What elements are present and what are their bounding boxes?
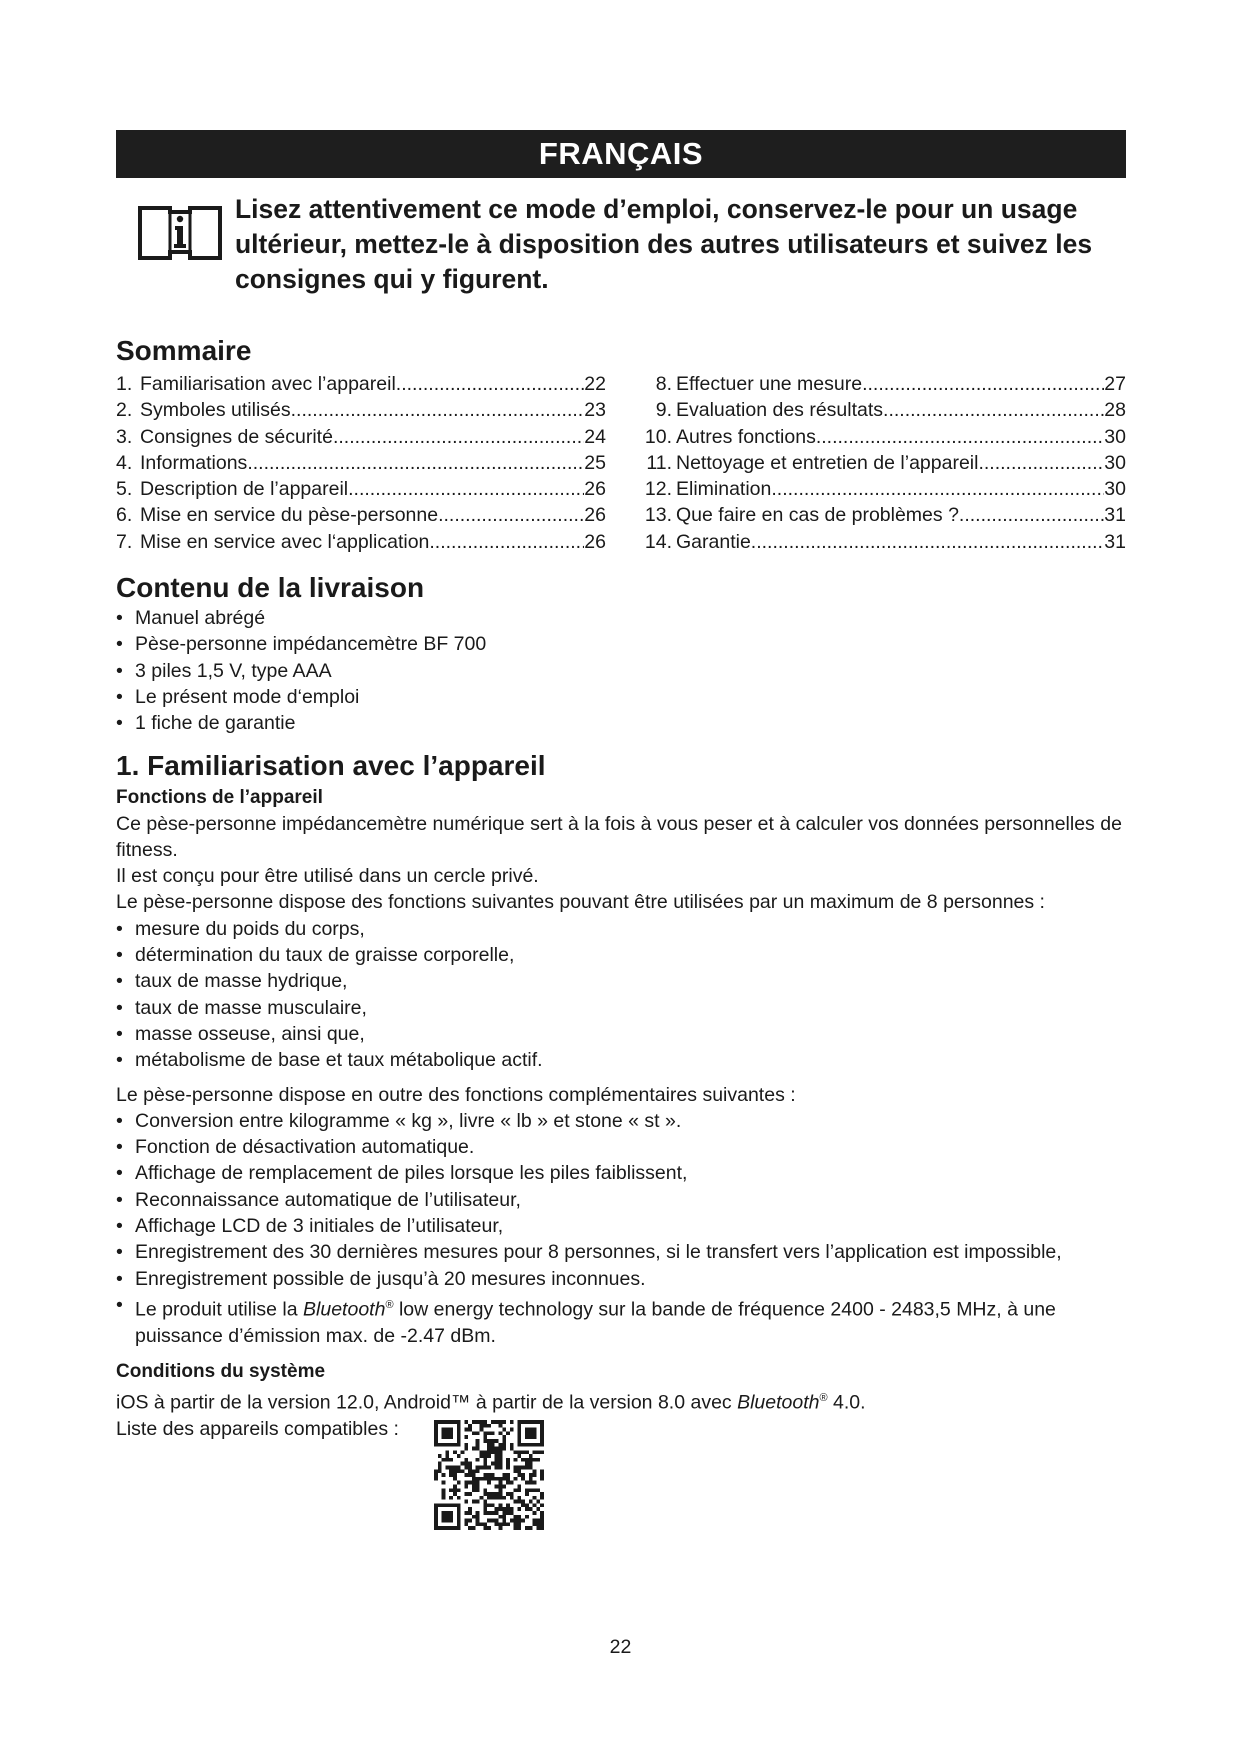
toc-entry <box>637 529 1126 555</box>
paragraph-extras: Le pèse-personne dispose en outre des fonctions complémentaires suivantes : <box>116 1083 796 1106</box>
toc-page-number: 25 <box>584 451 606 474</box>
fonctions-heading: Fonctions de l’appareil <box>116 786 323 808</box>
toc-number: 14. <box>644 530 672 553</box>
toc-entry <box>116 424 606 450</box>
toc-page-number: 24 <box>584 425 606 448</box>
toc-leader <box>978 450 1104 476</box>
toc-entry <box>116 502 606 528</box>
toc-number: 1. <box>116 373 133 395</box>
list-item: • Enregistrement des 30 dernières mesures pour 8 personnes, si le transfert vers l’application est impossible, <box>116 1239 1126 1265</box>
list-item: • taux de masse musculaire, <box>116 995 1126 1021</box>
page-number: 22 <box>609 1636 632 1658</box>
section1-heading: 1. Familiarisation avec l’appareil <box>116 749 546 781</box>
toc-leader <box>333 424 584 450</box>
toc-leader <box>816 424 1104 450</box>
toc-leader <box>348 476 584 502</box>
toc-title: Symboles utilisés <box>140 399 291 422</box>
toc-title: Mise en service du pèse-personne <box>140 504 439 527</box>
toc-page-number: 26 <box>584 478 606 501</box>
info-manual-icon <box>136 202 224 262</box>
toc-leader <box>429 529 584 555</box>
toc-page-number: 27 <box>1104 373 1126 395</box>
toc-entry <box>116 450 606 476</box>
bt-prefix: Le produit utilise la <box>135 1298 304 1321</box>
livraison-list <box>116 605 1126 736</box>
toc-page-number: 23 <box>584 399 606 422</box>
toc-title: Effectuer une mesure <box>676 373 863 395</box>
toc-page-number: 22 <box>584 373 606 395</box>
sommaire-heading: Sommaire <box>116 335 252 366</box>
toc-number: 3. <box>116 425 133 448</box>
list-item: • taux de masse hydrique, <box>116 968 1126 994</box>
list-item <box>116 1292 1126 1349</box>
document-page <box>116 130 1126 1526</box>
toc-page-number: 26 <box>584 504 606 527</box>
toc-entry <box>637 424 1126 450</box>
paragraph-private: Il est conçu pour être utilisé dans un cercle privé. <box>116 865 539 888</box>
toc-entry <box>116 476 606 502</box>
list-item: • Reconnaissance automatique de l’utilisateur, <box>116 1187 1126 1213</box>
toc-entry <box>637 502 1126 528</box>
toc-title: Consignes de sécurité <box>140 425 333 448</box>
list-item: • Manuel abrégé <box>116 605 1126 631</box>
toc-leader <box>247 450 584 476</box>
list-item: • Pèse-personne impédancemètre BF 700 <box>116 631 1126 657</box>
conditions-heading: Conditions du système <box>116 1361 326 1382</box>
list-item: • Fonction de désactivation automatique. <box>116 1134 1126 1160</box>
list-item: • mesure du poids du corps, <box>116 916 1126 942</box>
toc-leader <box>959 502 1104 528</box>
toc-leader <box>751 529 1105 555</box>
livraison-heading: Contenu de la livraison <box>116 572 425 604</box>
toc-number: 4. <box>116 451 133 474</box>
bt-word: Bluetooth <box>303 1298 386 1321</box>
toc-entry <box>637 397 1126 423</box>
toc-leader <box>438 502 584 528</box>
toc-number: 13. <box>644 504 672 527</box>
toc-number: 8. <box>655 373 672 395</box>
toc-entry <box>637 476 1126 502</box>
toc-title: Garantie <box>676 530 751 553</box>
compat-label: Liste des appareils compatibles : <box>116 1417 399 1440</box>
cond-bt: Bluetooth <box>737 1391 820 1414</box>
list-item: • 1 fiche de garantie <box>116 710 1126 736</box>
toc-title: Mise en service avec l‘application <box>140 530 430 553</box>
list-item: • Affichage de remplacement de piles lorsque les piles faiblissent, <box>116 1160 1126 1186</box>
toc-number: 10. <box>644 425 672 448</box>
toc-entry <box>637 371 1126 397</box>
toc-entry <box>116 529 606 555</box>
list-item: • métabolisme de base et taux métabolique actif. <box>116 1047 1126 1073</box>
functions-list <box>116 916 1126 1074</box>
bt-suffix: low energy technology sur la bande de fréquence 2400 - 2483,5 MHz, à une puissance d’émission max. de -2.47 dBm. <box>135 1298 1056 1347</box>
toc-page-number: 31 <box>1104 504 1126 527</box>
toc-number: 5. <box>116 478 133 501</box>
cond-reg: ® <box>819 1392 828 1404</box>
toc-page-number: 30 <box>1104 451 1126 474</box>
toc-title: Informations <box>140 451 248 474</box>
toc-leader <box>862 371 1104 397</box>
paragraph-conditions <box>116 1385 1126 1416</box>
intro-text: Lisez attentivement ce mode d’emploi, conservez-le pour un usage ultérieur, mettez-le à disposition des autres utilisateurs et suivez les consignes qui y figurent. <box>235 194 1093 294</box>
toc-page-number: 31 <box>1104 530 1126 553</box>
toc-title: Evaluation des résultats <box>676 399 884 422</box>
bt-reg: ® <box>385 1298 394 1311</box>
toc-title: Que faire en cas de problèmes ? <box>676 504 959 527</box>
toc-left-column <box>116 371 606 555</box>
toc-entry <box>637 450 1126 476</box>
list-item: • Conversion entre kilogramme « kg », livre « lb » et stone « st ». <box>116 1108 1126 1134</box>
toc-title: Autres fonctions <box>676 425 816 448</box>
toc-page-number: 26 <box>584 530 606 553</box>
cond-suffix: 4.0. <box>827 1391 866 1414</box>
toc-number: 9. <box>655 399 672 422</box>
list-item: • Affichage LCD de 3 initiales de l’utilisateur, <box>116 1213 1126 1239</box>
toc-title: Description de l’appareil <box>140 478 349 501</box>
toc-number: 7. <box>116 530 133 553</box>
cond-prefix: iOS à partir de la version 12.0, Android™ à partir de la version 8.0 avec <box>116 1391 738 1414</box>
language-header: FRANÇAIS <box>116 130 1126 178</box>
toc-leader <box>771 476 1104 502</box>
toc-number: 11. <box>646 451 672 474</box>
toc-leader <box>291 397 585 423</box>
toc-title: Nettoyage et entretien de l’appareil <box>676 451 979 474</box>
list-item: • masse osseuse, ainsi que, <box>116 1021 1126 1047</box>
toc-page-number: 30 <box>1104 478 1126 501</box>
list-item: • détermination du taux de graisse corporelle, <box>116 942 1126 968</box>
list-item: • Le présent mode d‘emploi <box>116 684 1126 710</box>
toc-number: 12. <box>644 478 672 501</box>
toc-leader <box>883 397 1104 423</box>
toc-title: Familiarisation avec l’appareil <box>140 373 396 395</box>
extras-list <box>116 1108 1126 1349</box>
paragraph-intro: Ce pèse-personne impédancemètre numérique sert à la fois à vous peser et à calculer vos données personnelles de fitness. <box>116 812 1122 861</box>
toc-right-column <box>637 371 1126 555</box>
list-item: • Enregistrement possible de jusqu’à 20 mesures inconnues. <box>116 1266 1126 1292</box>
list-item: • 3 piles 1,5 V, type AAA <box>116 658 1126 684</box>
table-of-contents <box>116 371 1126 555</box>
toc-entry <box>116 397 606 423</box>
compatible-devices <box>116 1416 1126 1526</box>
toc-page-number: 30 <box>1104 425 1126 448</box>
toc-entry <box>116 371 606 397</box>
paragraph-functions: Le pèse-personne dispose des fonctions suivantes pouvant être utilisées par un maximum de 8 personnes : <box>116 891 1045 914</box>
toc-leader <box>396 371 585 397</box>
toc-number: 2. <box>116 399 133 422</box>
toc-page-number: 28 <box>1104 399 1126 422</box>
intro-notice <box>116 192 1126 316</box>
qr-code-icon[interactable] <box>434 1420 544 1530</box>
toc-number: 6. <box>116 504 133 527</box>
toc-title: Elimination <box>676 478 772 501</box>
